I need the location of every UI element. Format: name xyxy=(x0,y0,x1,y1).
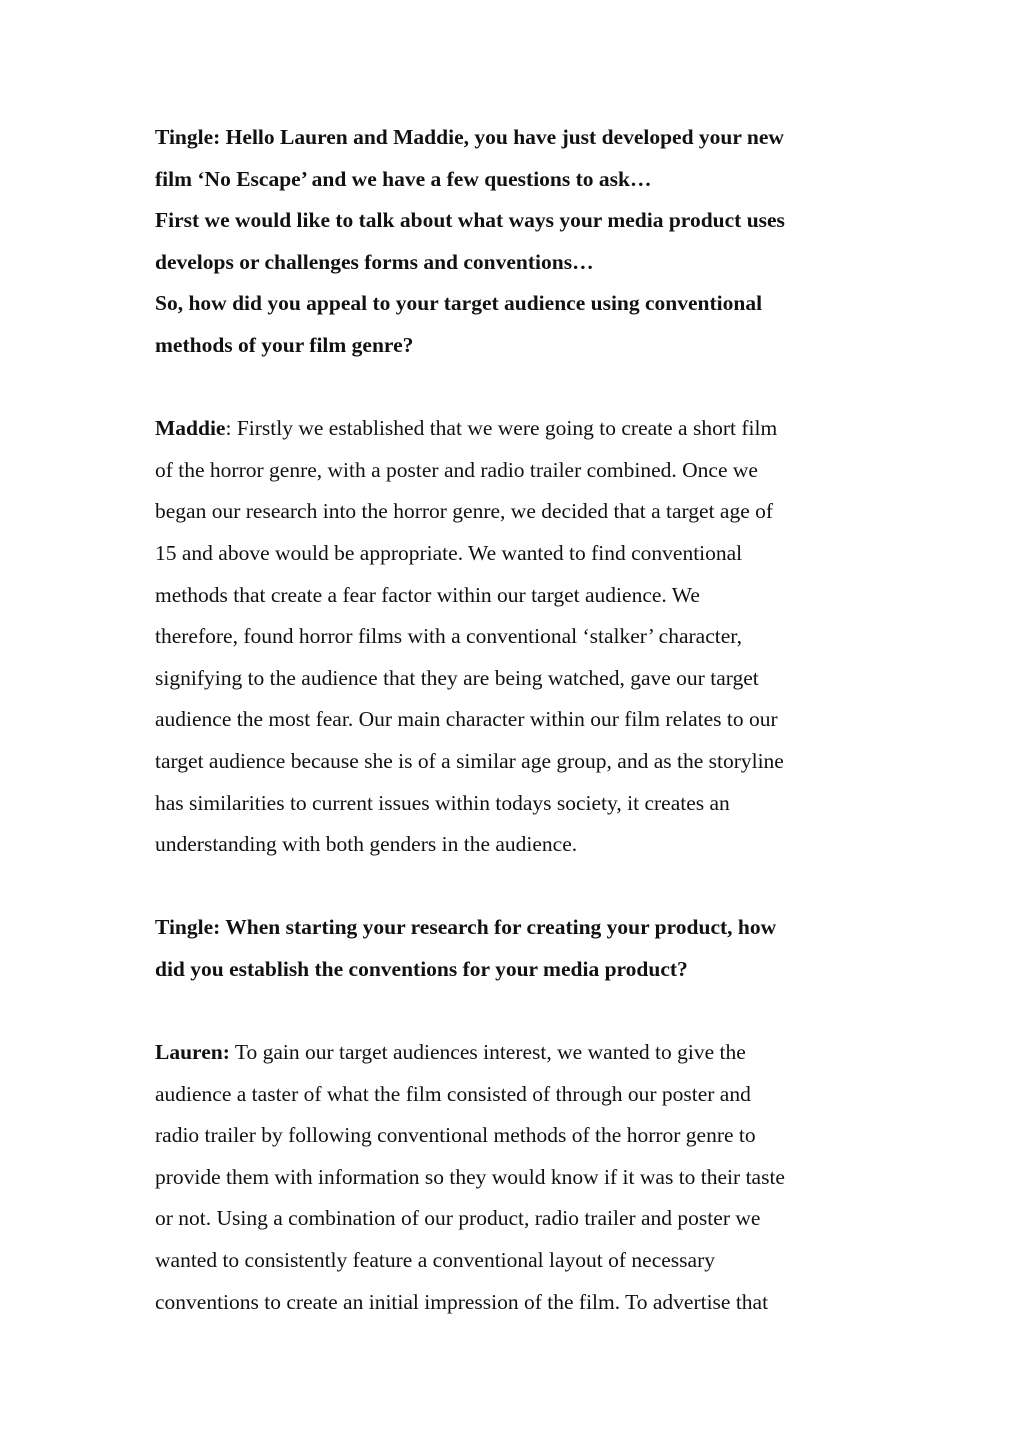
question-line: First we would like to talk about what ways your media product uses xyxy=(155,208,785,233)
interview-question-2 xyxy=(155,907,870,990)
answer-line: conventions to create an initial impression of the film. To advertise that xyxy=(155,1289,769,1314)
answer-text: To gain our target audiences interest, we wanted to give the xyxy=(229,1040,746,1065)
answer-line: wanted to consistently feature a conventional layout of necessary xyxy=(155,1248,715,1273)
speaker-name: Maddie xyxy=(155,416,226,441)
answer-line: has similarities to current issues within todays society, it creates an xyxy=(155,790,730,815)
answer-line: radio trailer by following conventional methods of the horror genre to xyxy=(155,1123,756,1148)
speaker-name: Lauren: xyxy=(155,1040,230,1065)
question-line: Tingle: When starting your research for creating your product, how xyxy=(155,915,777,940)
answer-text: : Firstly we established that we were going to create a short film xyxy=(225,416,778,441)
interview-answer-1 xyxy=(155,408,870,866)
answer-line: understanding with both genders in the audience. xyxy=(155,832,578,857)
question-line: film ‘No Escape’ and we have a few questions to ask… xyxy=(155,166,652,191)
answer-line: of the horror genre, with a poster and radio trailer combined. Once we xyxy=(155,457,758,482)
paragraph-spacer xyxy=(155,866,870,908)
answer-line: audience a taster of what the film consisted of through our poster and xyxy=(155,1081,751,1106)
question-line: So, how did you appeal to your target audience using conventional xyxy=(155,291,763,316)
interview-answer-2 xyxy=(155,1032,870,1323)
answer-line: began our research into the horror genre, we decided that a target age of xyxy=(155,499,774,524)
paragraph-spacer xyxy=(155,990,870,1032)
answer-line: provide them with information so they would know if it was to their taste xyxy=(155,1164,785,1189)
answer-first-line xyxy=(155,408,870,450)
question-line: develops or challenges forms and conventions… xyxy=(155,249,594,274)
answer-line: or not. Using a combination of our product, radio trailer and poster we xyxy=(155,1206,761,1231)
question-line: Tingle: Hello Lauren and Maddie, you have just developed your new xyxy=(155,125,784,149)
paragraph-spacer xyxy=(155,367,870,409)
answer-line: 15 and above would be appropriate. We wanted to find conventional xyxy=(155,540,743,565)
question-line: did you establish the conventions for your media product? xyxy=(155,956,688,981)
answer-line: therefore, found horror films with a conventional ‘stalker’ character, xyxy=(155,624,742,649)
interview-question-1 xyxy=(155,117,870,367)
answer-line: methods that create a fear factor within our target audience. We xyxy=(155,582,700,607)
document-page xyxy=(155,117,870,1323)
question-line: methods of your film genre? xyxy=(155,332,414,357)
answer-line: audience the most fear. Our main character within our film relates to our xyxy=(155,707,778,732)
answer-line: signifying to the audience that they are being watched, gave our target xyxy=(155,665,759,690)
answer-first-line xyxy=(155,1032,870,1074)
answer-line: target audience because she is of a similar age group, and as the storyline xyxy=(155,748,784,773)
